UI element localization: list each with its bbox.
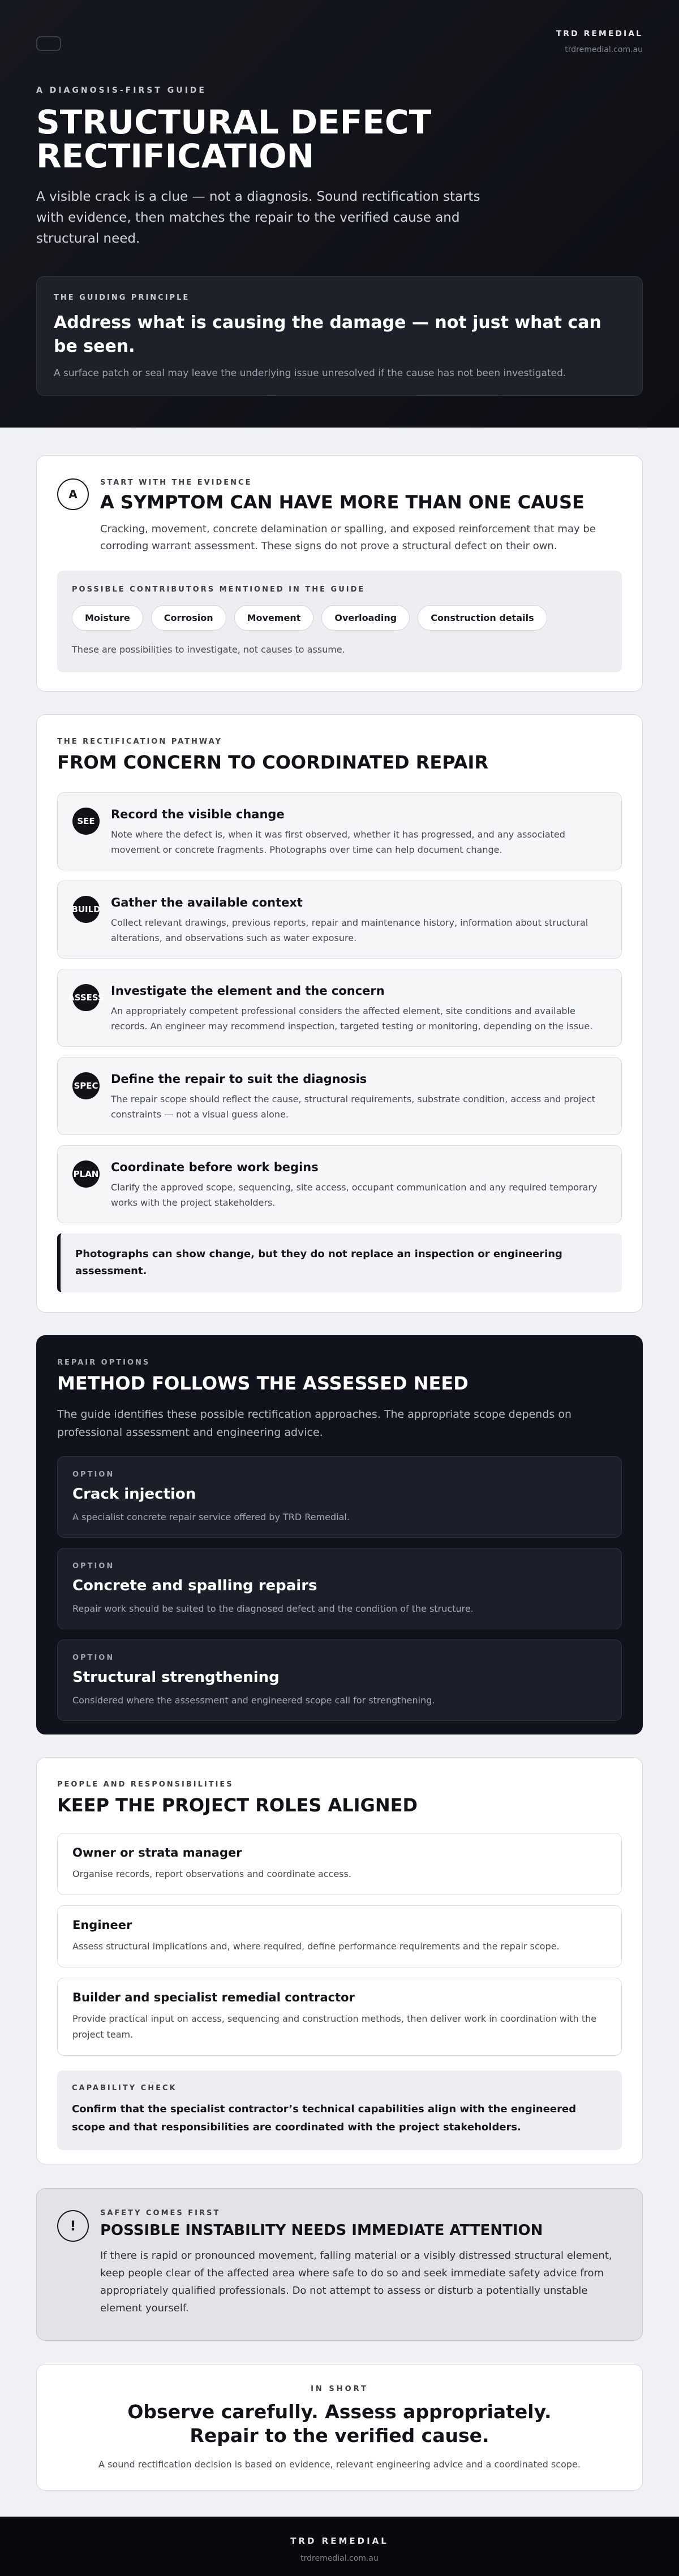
chip-moisture: Moisture [72, 605, 143, 631]
role-builder [57, 1978, 622, 2056]
evidence-eyebrow: START WITH THE EVIDENCE [100, 478, 252, 487]
footer-brand-name: TRD REMEDIAL [290, 2536, 389, 2546]
option-desc: A specialist concrete repair service offered by TRD Remedial. [72, 1512, 350, 1522]
repair-desc: The guide identifies these possible rectification approaches. The appropriate scope depends on professional assessment and engineering advice. [57, 1408, 572, 1439]
page-title: STRUCTURAL DEFECT RECTIFICATION [36, 103, 432, 175]
summary-line-1: Observe carefully. Assess appropriately. [127, 2401, 552, 2423]
chip-movement: Movement [234, 605, 314, 631]
step-badge: SPEC [72, 1072, 100, 1099]
brand [556, 29, 643, 54]
hero [0, 0, 679, 428]
repair-eyebrow: REPAIR OPTIONS [57, 1358, 151, 1367]
option-label: OPTION [72, 1562, 115, 1570]
role-owner [57, 1833, 622, 1895]
summary-line-2: Repair to the verified cause. [190, 2424, 489, 2446]
option-title: Structural strengthening [72, 1669, 280, 1686]
chip-construction-details: Construction details [418, 605, 547, 631]
contributors-label: POSSIBLE CONTRIBUTORS MENTIONED IN THE GUIDE [72, 585, 366, 594]
capability-label: CAPABILITY CHECK [72, 2084, 177, 2092]
option-title: Concrete and spalling repairs [72, 1577, 317, 1594]
role-title: Engineer [72, 1918, 132, 1932]
step-title: Gather the available context [111, 896, 303, 909]
role-engineer [57, 1905, 622, 1967]
step-title: Investigate the element and the concern [111, 984, 385, 998]
option-label: OPTION [72, 1654, 115, 1662]
step-gather [57, 881, 622, 959]
principle-label: THE GUIDING PRINCIPLE [54, 294, 190, 302]
hero-eyebrow: A DIAGNOSIS-FIRST GUIDE [36, 86, 207, 95]
step-badge: SEE [72, 808, 100, 835]
pathway-title: FROM CONCERN TO COORDINATED REPAIR [57, 752, 489, 773]
principle-title: Address what is causing the damage — not just what can be seen. [54, 313, 601, 356]
option-desc: Repair work should be suited to the diagnosed defect and the condition of the structure. [72, 1603, 474, 1614]
evidence-card [36, 455, 643, 692]
step-investigate [57, 969, 622, 1047]
repair-options-card [36, 1335, 643, 1734]
guiding-principle-card [36, 276, 643, 396]
step-desc: An appropriately competent professional considers the affected element, site conditions and available records. An engineer may recommend inspection, targeted testing or monitoring, depending on the issue. [111, 1006, 593, 1032]
warning-icon: ! [57, 2210, 89, 2242]
option-label: OPTION [72, 1470, 115, 1479]
brand-url[interactable]: trdremedial.com.au [565, 45, 643, 54]
step-badge: PLAN [72, 1160, 100, 1188]
step-define [57, 1057, 622, 1135]
capability-check-panel [57, 2070, 622, 2150]
role-desc: Assess structural implications and, where required, define performance requirements and the repair scope. [72, 1941, 560, 1952]
step-title: Define the repair to suit the diagnosis [111, 1072, 367, 1086]
repair-options-list [57, 1456, 622, 1721]
hero-lead: A visible crack is a clue — not a diagnosis. Sound rectification starts with evidence, then matches the repair to the verified cause and structural need. [36, 189, 480, 246]
option-title: Crack injection [72, 1486, 196, 1503]
pathway-eyebrow: THE RECTIFICATION PATHWAY [57, 737, 222, 746]
step-desc: Collect relevant drawings, previous reports, repair and maintenance history, information about structural alterations, and observations such as water exposure. [111, 917, 588, 943]
roles-card [36, 1757, 643, 2164]
role-title: Owner or strata manager [72, 1846, 242, 1859]
step-coordinate [57, 1145, 622, 1223]
menu-button[interactable] [36, 36, 61, 51]
summary-eyebrow: IN SHORT [311, 2385, 368, 2393]
step-title: Coordinate before work begins [111, 1160, 319, 1174]
step-desc: The repair scope should reflect the cause, structural requirements, substrate condition, access and project constraints — not a visual guess alone. [111, 1094, 596, 1120]
chip-corrosion: Corrosion [151, 605, 226, 631]
safety-card [36, 2188, 643, 2341]
step-desc: Note where the defect is, when it was first observed, whether it has progressed, and any associated movement or concrete fragments. Photographs over time can help document change. [111, 829, 565, 855]
section-badge: A [57, 478, 89, 510]
chip-overloading: Overloading [321, 605, 410, 631]
step-record [57, 792, 622, 870]
footer [0, 2517, 679, 2576]
step-badge: BUILD [72, 896, 100, 923]
roles-list [57, 1833, 622, 2056]
principle-note: A surface patch or seal may leave the underlying issue unresolved if the cause has not been investigated. [54, 368, 566, 379]
safety-desc: If there is rapid or pronounced movement, falling material or a visibly distressed structural element, keep people clear of the affected area where safe to do so and seek immediate safety advice from appropriately qualified professionals. Do not attempt to assess or disturb a potentially unstable element yourself. [100, 2250, 612, 2314]
repair-title: METHOD FOLLOWS THE ASSESSED NEED [57, 1373, 469, 1394]
pathway-card [36, 714, 643, 1313]
safety-title: POSSIBLE INSTABILITY NEEDS IMMEDIATE ATTENTION [100, 2222, 543, 2239]
role-desc: Organise records, report observations and coordinate access. [72, 1869, 351, 1879]
summary-note: A sound rectification decision is based on evidence, relevant engineering advice and a coordinated scope. [98, 2459, 581, 2470]
summary-card [36, 2364, 643, 2491]
evidence-title: A SYMPTOM CAN HAVE MORE THAN ONE CAUSE [100, 491, 585, 513]
roles-eyebrow: PEOPLE AND RESPONSIBILITIES [57, 1780, 234, 1789]
contributors-panel [57, 571, 622, 672]
contributors-note: These are possibilities to investigate, not causes to assume. [72, 644, 345, 655]
pathway-steps [57, 792, 622, 1223]
step-desc: Clarify the approved scope, sequencing, site access, occupant communication and any required temporary works with the project stakeholders. [111, 1182, 598, 1208]
safety-eyebrow: SAFETY COMES FIRST [100, 2209, 221, 2217]
brand-name: TRD REMEDIAL [556, 29, 643, 38]
capability-desc: Confirm that the specialist contractor’s technical capabilities align with the engineered scope and that responsibilities are coordinated with the project stakeholders. [72, 2103, 577, 2133]
role-title: Builder and specialist remedial contractor [72, 1991, 355, 2004]
option-structural-strengthening [57, 1639, 622, 1721]
summary-headline [57, 2400, 622, 2448]
option-concrete-spalling [57, 1548, 622, 1629]
step-title: Record the visible change [111, 808, 285, 821]
evidence-desc: Cracking, movement, concrete delamination or spalling, and exposed reinforcement that may be corroding warrant assessment. These signs do not prove a structural defect on their own. [100, 523, 596, 552]
option-desc: Considered where the assessment and engineered scope call for strengthening. [72, 1695, 435, 1706]
step-badge: ASSESS [72, 984, 100, 1011]
footer-brand-url[interactable]: trdremedial.com.au [300, 2554, 379, 2563]
pathway-callout: Photographs can show change, but they do not replace an inspection or engineering assessment. [57, 1233, 622, 1292]
option-crack-injection [57, 1456, 622, 1538]
roles-title: KEEP THE PROJECT ROLES ALIGNED [57, 1794, 418, 1816]
role-desc: Provide practical input on access, sequencing and construction methods, then deliver work in coordination with the project team. [72, 2013, 597, 2040]
contributor-chips [72, 605, 607, 631]
